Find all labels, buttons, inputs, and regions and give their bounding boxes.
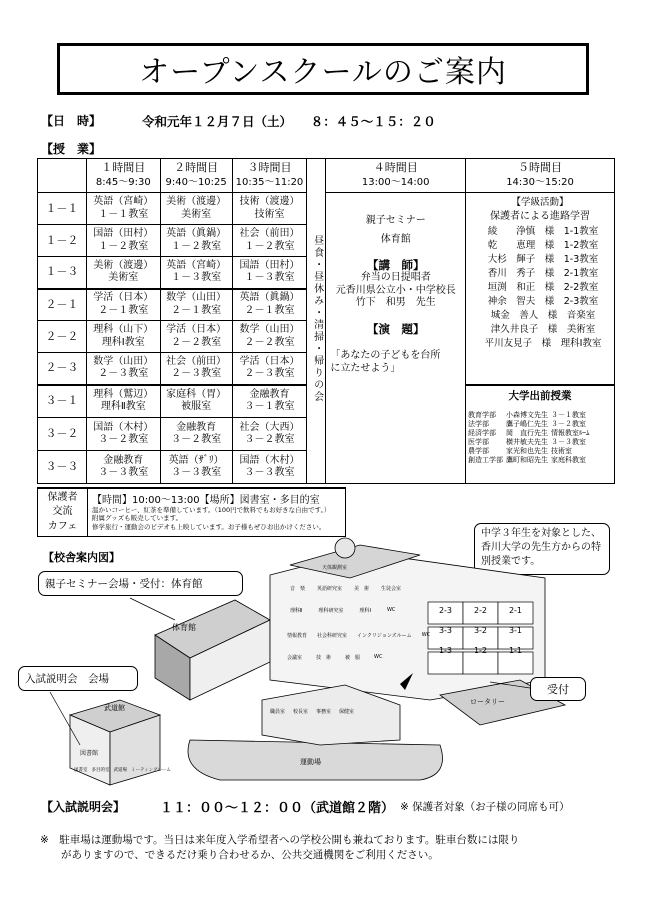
lesson-cell: 英語（宮崎） １－１教室	[86, 193, 160, 225]
date-label: 【日 時】	[41, 114, 102, 128]
rooms-row4	[287, 654, 382, 661]
lesson-cell: 美術（渡邊） 美術室	[160, 193, 232, 225]
faculty-name: 医学部	[468, 437, 490, 446]
room-label: 技 術	[316, 655, 332, 661]
room-label: 社会科研究室	[317, 633, 348, 639]
footer-line: がありますので、できるだけ乗り合わせるか、公共交通機関をご利用ください。	[40, 849, 439, 862]
faculty-room: 技術室	[551, 447, 573, 455]
classroom-label: 2-3	[438, 606, 453, 615]
room-label: 校長室	[293, 709, 309, 715]
small-rooms	[74, 767, 171, 773]
observatory-label: 天体観測室	[322, 565, 348, 571]
faculty-room: ３－２教室	[551, 419, 587, 428]
room-label: ミーティングルーム	[131, 768, 171, 773]
classes-label: 【授 業】	[41, 142, 102, 156]
faculty-name: 農学部	[468, 447, 490, 455]
reception-callout: 受付	[530, 677, 586, 701]
room-label: 武道場	[113, 768, 127, 773]
speaker-line: 竹下 和男 先生	[355, 297, 436, 309]
speaker-item: 大杉 輝子 様 1-3教室	[487, 253, 599, 265]
class-cell: ２－３	[38, 353, 87, 385]
lesson-cell: 数学（山田） ２－２教室	[232, 321, 307, 353]
class-cell: ２－１	[38, 289, 87, 321]
lesson-cell: 社会（大西） ３－２教室	[232, 418, 307, 451]
teacher-name: 小森博文先生	[506, 410, 549, 419]
lesson-cell: 英語（眞鍋） １－２教室	[160, 225, 232, 257]
lesson-cell: 理科（山下） 理科Ⅰ教室	[86, 321, 160, 353]
lesson-cell: 理科（鷲辺） 理科Ⅱ教室	[86, 385, 160, 418]
lesson-cell: 金融教育 ３－１教室	[232, 385, 307, 418]
topic-heading: 【演 題】	[366, 321, 425, 336]
lesson-cell: 社会（前田） １－２教室	[232, 225, 307, 257]
seminar-callout: 親子セミナー会場・受付：体育館	[38, 571, 243, 596]
page-title: オープンスクールのご案内	[57, 43, 589, 95]
lesson-cell: 国語（田村） １－２教室	[86, 225, 160, 257]
speaker-item: 乾 恵理 様 1-2教室	[487, 239, 599, 251]
lesson-cell: 金融教育 ３－３教室	[86, 451, 160, 484]
classroom-labels	[428, 606, 533, 655]
speaker-item: 垣渕 和正 様 2-2教室	[487, 282, 599, 294]
classroom-label: 1-2	[473, 646, 488, 655]
lesson-cell: 学活（日本） ２－１教室	[86, 289, 160, 321]
faculty-room: ３－３教室	[551, 437, 587, 446]
class-cell: １－３	[38, 257, 87, 289]
lesson-cell: 数学（山田） ２－１教室	[160, 289, 232, 321]
faculty-name: 経済学部	[468, 428, 497, 437]
map-label: 【校舎案内図】	[43, 551, 120, 564]
teacher-name: 鷹町和昭先生	[506, 456, 549, 465]
rotary-label: ロータリー	[470, 698, 505, 706]
room-label: WC	[386, 607, 396, 613]
gym-label: 体育館	[172, 623, 196, 632]
cafe-main: 【時間】10:00～13:00【場所】図書室・多目的室	[92, 495, 320, 506]
speaker-item: 平川友見子 様 理科Ⅰ教室	[484, 338, 602, 350]
topic-line: に立たせよう」	[330, 362, 401, 374]
library-label: 図書館	[80, 750, 99, 757]
header-period-2: ２時間目 9:40～10:25	[160, 159, 232, 193]
room-label: 理科研究室	[318, 608, 344, 614]
room-label: 美 術	[354, 586, 370, 592]
lesson-cell: 数学（山田） ２－３教室	[86, 353, 160, 385]
classroom-label: 3-1	[508, 626, 523, 635]
classroom-label: 3-2	[473, 626, 488, 635]
cafe-note: 温かいコーヒー、紅茶を準備しています。（100円で飲料でもお好きな自由です。）	[92, 506, 331, 514]
faculty-room: 家庭科教室	[551, 456, 587, 465]
lesson-cell: 社会（前田） ２－３教室	[160, 353, 232, 385]
header-period-5: ５時間目 14:30～15:20	[466, 159, 615, 193]
university-heading: 大学出前授業	[508, 389, 572, 402]
lesson-cell: 学活（日本） ２－３教室	[232, 353, 307, 385]
activity-heading: 【学級活動】	[511, 197, 569, 208]
exam-note: ※ 保護者対象（お子様の同席も可）	[400, 801, 570, 813]
lesson-cell: 家庭科（胃） 被服室	[160, 385, 232, 418]
room-label: 図書室	[74, 768, 88, 773]
classroom-label: 1-1	[508, 646, 523, 655]
rooms-row2	[290, 607, 395, 614]
room-label: 事務室	[316, 709, 332, 715]
class-cell: ３－３	[38, 451, 87, 484]
room-label: 理科Ⅰ	[359, 608, 371, 614]
class-cell: １－２	[38, 225, 87, 257]
room-label: WC	[421, 632, 431, 638]
speaker-line: 元香川県公立小・中学校長	[335, 284, 456, 296]
room-label: 情報教育	[287, 633, 308, 639]
class-cell: １－１	[38, 193, 87, 225]
seminar-event: 親子セミナー	[365, 215, 426, 226]
room-label: 生徒会室	[381, 586, 402, 592]
observatory-dome	[335, 538, 355, 558]
faculty-room: ３－１教室	[551, 410, 587, 419]
footer-note	[40, 833, 519, 863]
faculty-name: 創造工学部	[468, 456, 504, 465]
speaker-item: 綾 浄慎 様 1-1教室	[487, 225, 599, 237]
lunch-column: 昼食・昼休み・清掃・帰りの会	[307, 159, 326, 484]
teacher-name: 家光和也先生	[506, 447, 549, 455]
room-label: インクリジョンズルーム	[357, 633, 412, 639]
lesson-cell: 英語（宮崎） １－３教室	[160, 257, 232, 289]
university-callout: 中学３年生を対象とした、香川大学の先生方からの特別授業です。	[474, 523, 610, 575]
header-period-3: ３時間目 10:35～11:20	[232, 159, 307, 193]
class-cell: ３－１	[38, 385, 87, 418]
budokan-label: 武道館	[104, 704, 125, 712]
exam-label: 【入試説明会】	[41, 800, 126, 814]
room-label: 会議室	[287, 655, 303, 661]
room-label: WC	[374, 654, 383, 660]
speaker-item: 香川 秀子 様 2-1教室	[487, 267, 599, 279]
faculty-name: 法学部	[468, 419, 490, 428]
header-period-4: ４時間目 13:00～14:00	[326, 159, 466, 193]
lesson-cell: 美術（渡邊） 美術室	[86, 257, 160, 289]
bottom-rooms	[270, 708, 354, 715]
room-label: 多目的室	[91, 768, 110, 773]
topic-line: 「あなたの子どもを台所	[330, 350, 441, 362]
room-label: 保健室	[339, 709, 355, 715]
classroom-label: 2-2	[473, 606, 488, 615]
rooms-row3	[287, 632, 430, 639]
room-label: 英語研究室	[317, 586, 343, 592]
lesson-cell: 国語（木村） ３－２教室	[86, 418, 160, 451]
faculty-name: 教育学部	[468, 410, 497, 419]
speaker-heading: 【講 師】	[366, 258, 425, 272]
speaker-item: 城金 善人 様 音楽室	[490, 310, 596, 322]
classroom-label: 3-3	[438, 626, 453, 635]
teacher-name: 岡 直行先生	[506, 428, 549, 437]
activity-subheading: 保護者による進路学習	[490, 211, 591, 223]
lesson-cell: 学活（日本） ２－２教室	[160, 321, 232, 353]
cafe-note: 附属グッズも販売しています。	[92, 514, 183, 523]
class-cell: ３－２	[38, 418, 87, 451]
exam-value: １１：００～１２：００（武道館２階）	[160, 801, 395, 816]
room-label: 被 服	[345, 655, 361, 661]
ground-label: 運動場	[300, 758, 321, 766]
lesson-cell: 国語（田村） １－３教室	[232, 257, 307, 289]
lesson-cell: 金融教育 ３－２教室	[160, 418, 232, 451]
lesson-cell: 技術（渡邊） 技術室	[232, 193, 307, 225]
exam-callout: 入試説明会 会場	[18, 666, 138, 691]
speaker-item: 神余 智夫 様 2-3教室	[487, 296, 599, 308]
room-label: 理科Ⅱ	[290, 608, 303, 614]
speaker-line: 弁当の日提唱者	[360, 272, 431, 284]
teacher-name: 横井敏夫先生	[506, 437, 549, 446]
teacher-name: 鷹子嶋仁先生	[506, 419, 549, 428]
rooms-row1	[290, 585, 401, 592]
classroom-label: 1-3	[438, 646, 453, 655]
room-label: 音 楽	[290, 586, 306, 592]
room-label: 職員室	[270, 709, 286, 715]
seminar-place: 体育館	[380, 233, 411, 245]
class-cell: ２－２	[38, 321, 87, 353]
lesson-cell: 英語（ｻﾞﾘ） ３－３教室	[160, 451, 232, 484]
classroom-label: 2-1	[508, 606, 523, 615]
lesson-cell: 英語（眞鍋） ２－１教室	[232, 289, 307, 321]
header-period-1: １時間目 8:45～9:30	[86, 159, 160, 193]
cafe-note: 修学旅行・運動会のビデオも上映しています。お子様もぜひお出かけください。	[92, 522, 326, 531]
speaker-item: 津久井良子 様 美術室	[490, 324, 596, 336]
footer-line: ※ 駐車場は運動場です。当日は来年度入学希望者への学校公開も兼ねております。駐車台数には限り	[40, 834, 520, 846]
faculty-room: 情報教室ﾙｰﾑ	[551, 428, 590, 437]
cafe-label: 保護者 交流 カフェ	[38, 489, 88, 536]
date-value: 令和元年１２月７日（土） ８：４５～１５：２０	[142, 114, 436, 129]
lesson-cell: 国語（木村） ３－３教室	[232, 451, 307, 484]
